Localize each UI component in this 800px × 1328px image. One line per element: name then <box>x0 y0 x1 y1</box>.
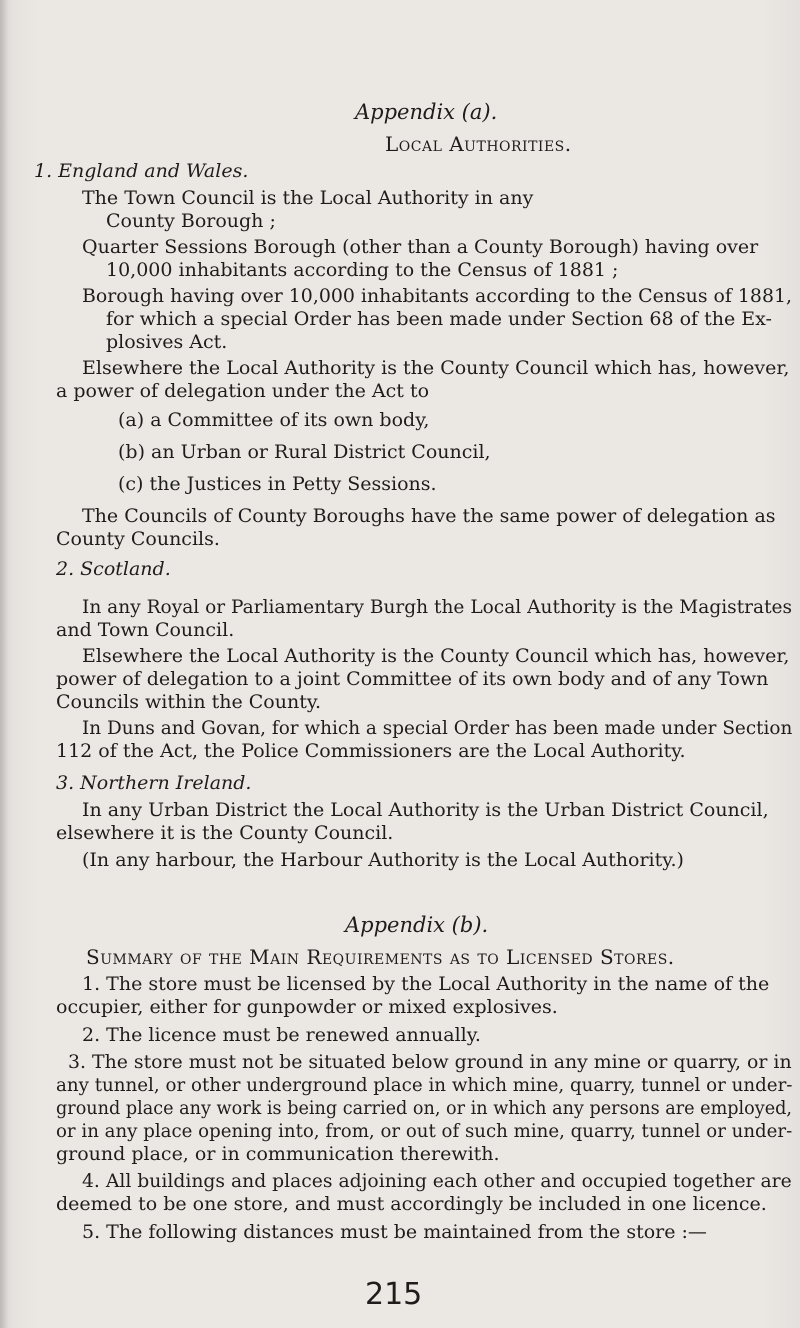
text-line: In Duns and Govan, for which a special Order has been made under Section <box>82 717 793 739</box>
appendix-a-title: Appendix (a). <box>355 100 498 124</box>
text-line: plosives Act. <box>106 331 228 353</box>
section-heading-scotland: 2. Scotland. <box>56 558 171 580</box>
text-line: power of delegation to a joint Committee of its own body and of any Town <box>56 668 769 690</box>
text-line: The Town Council is the Local Authority in any <box>82 187 534 209</box>
text-line: a power of delegation under the Act to <box>56 380 430 402</box>
text-line: elsewhere it is the County Council. <box>56 822 394 844</box>
list-item: (b) an Urban or Rural District Council, <box>118 441 491 463</box>
text-line: or in any place opening into, from, or out of such mine, quarry, tunnel or under- <box>56 1120 793 1142</box>
text-line: Elsewhere the Local Authority is the County Council which has, however, <box>82 645 790 667</box>
page-edge-shadow <box>0 0 8 1328</box>
text-line: Councils within the County. <box>56 691 322 713</box>
text-line: any tunnel, or other underground place in which mine, quarry, tunnel or under- <box>56 1074 793 1096</box>
text-line: 3. The store must not be situated below ground in any mine or quarry, or in <box>68 1051 792 1073</box>
text-line: In any Urban District the Local Authority is the Urban District Council, <box>82 799 769 821</box>
text-line: County Borough ; <box>106 210 276 232</box>
text-line: In any Royal or Parliamentary Burgh the Local Authority is the Magistrates <box>82 596 793 618</box>
text-line: and Town Council. <box>56 619 235 641</box>
text-line: (In any harbour, the Harbour Authority is the Local Authority.) <box>82 849 684 871</box>
section-heading-northern-ireland: 3. Northern Ireland. <box>56 772 252 794</box>
page-number: 215 <box>365 1277 423 1312</box>
text-line: 5. The following distances must be maintained from the store :— <box>82 1221 707 1243</box>
text-line: ground place any work is being carried on, or in which any persons are employed, <box>56 1097 793 1119</box>
text-line: Elsewhere the Local Authority is the County Council which has, however, <box>82 357 790 379</box>
text-line: County Councils. <box>56 528 220 550</box>
section-heading-england: 1. England and Wales. <box>34 160 249 182</box>
list-item: (a) a Committee of its own body, <box>118 409 430 431</box>
text-line: 2. The licence must be renewed annually. <box>82 1024 481 1046</box>
text-line: The Councils of County Boroughs have the same power of delegation as <box>82 505 776 527</box>
text-line: Borough having over 10,000 inhabitants according to the Census of 1881, <box>82 285 793 307</box>
text-line: ground place, or in communication therewith. <box>56 1143 500 1165</box>
list-item: (c) the Justices in Petty Sessions. <box>118 473 437 495</box>
text-line: occupier, either for gunpowder or mixed explosives. <box>56 996 558 1018</box>
appendix-b-subtitle: Summary of the Main Requirements as to Licensed Stores. <box>86 945 675 969</box>
text-line: for which a special Order has been made under Section 68 of the Ex- <box>106 308 772 330</box>
text-line: 10,000 inhabitants according to the Census of 1881 ; <box>106 259 619 281</box>
text-line: 112 of the Act, the Police Commissioners are the Local Authority. <box>56 740 686 762</box>
appendix-b-title: Appendix (b). <box>345 913 489 937</box>
text-line: deemed to be one store, and must accordingly be included in one licence. <box>56 1193 767 1215</box>
text-line: Quarter Sessions Borough (other than a County Borough) having over <box>82 236 759 258</box>
appendix-a-subtitle: Local Authorities. <box>385 132 572 156</box>
text-line: 1. The store must be licensed by the Local Authority in the name of the <box>82 973 770 995</box>
text-line: 4. All buildings and places adjoining each other and occupied together are <box>82 1170 792 1192</box>
